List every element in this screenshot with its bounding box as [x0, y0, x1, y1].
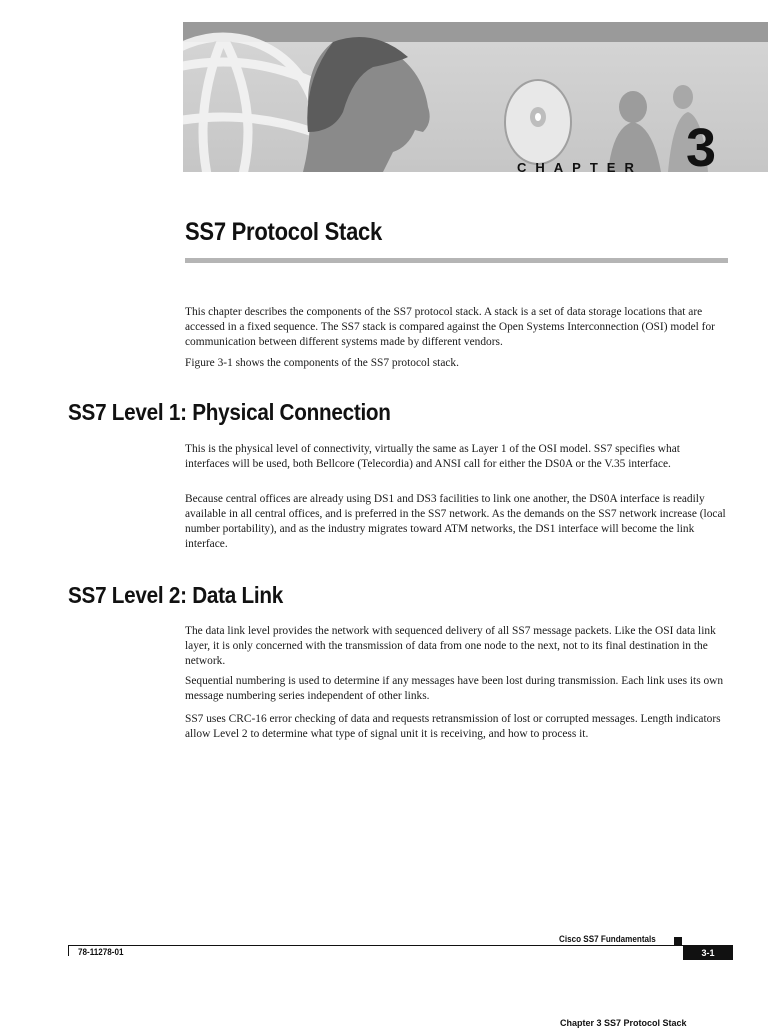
- page-number: 3-1: [683, 946, 733, 960]
- section-paragraph: SS7 uses CRC-16 error checking of data and requests retransmission of lost or corrupted messages. Length indicators allow Level 2 to determine what type of signal unit it is receiving, and how to process it.: [185, 713, 721, 740]
- section-paragraph: This is the physical level of connectivity, virtually the same as Layer 1 of the OSI model. SS7 specifies what interfaces will be used, both Bellcore (Telecordia) and ANSI call for either the DS0A or the V.35 interface.: [185, 443, 680, 470]
- footer-marker: [674, 937, 682, 945]
- chapter-title: SS7 Protocol Stack: [185, 218, 382, 246]
- section-heading: SS7 Level 2: Data Link: [68, 582, 283, 608]
- disc-graphic: [505, 80, 571, 164]
- chapter-banner-image: [183, 22, 768, 172]
- document-number: 78-11278-01: [78, 947, 124, 957]
- footer-rule: [68, 945, 733, 946]
- chapter-number: 3: [686, 118, 717, 178]
- section-paragraph: The data link level provides the network with sequenced delivery of all SS7 message packets. Like the OSI data link layer, it is only concerned with the transmission of data from one node to the next, not to its final destination in the network.: [185, 625, 716, 667]
- section-paragraph: Sequential numbering is used to determine if any messages have been lost during transmission. Each link uses its own message numbering series independent of other links.: [185, 675, 724, 702]
- next-page-header: Chapter 3 SS7 Protocol Stack: [560, 1018, 687, 1028]
- intro-paragraph: This chapter describes the components of the SS7 protocol stack. A stack is a set of data storage locations that are accessed in a fixed sequence. The SS7 stack is compared against the Open Systems Interconnection (OSI) model for communication between different systems made by different vendors.: [185, 306, 715, 348]
- section-paragraph: Because central offices are already using DS1 and DS3 facilities to link one another, the DS0A interface is readily available in all central offices, and is preferred in the SS7 network. As the demands on the SS7 network increase (local number portability), and as the industry migrates toward ATM networks, the DS1 interface will become the link interface.: [185, 493, 726, 550]
- title-rule: [185, 258, 728, 263]
- section-heading: SS7 Level 1: Physical Connection: [68, 399, 391, 425]
- intro-paragraph: Figure 3-1 shows the components of the SS7 protocol stack.: [185, 357, 459, 369]
- footer-book-title: Cisco SS7 Fundamentals: [559, 934, 656, 944]
- chapter-label: CHAPTER: [517, 160, 643, 175]
- globe-graphic: [183, 37, 318, 172]
- footer-tick: [68, 945, 69, 956]
